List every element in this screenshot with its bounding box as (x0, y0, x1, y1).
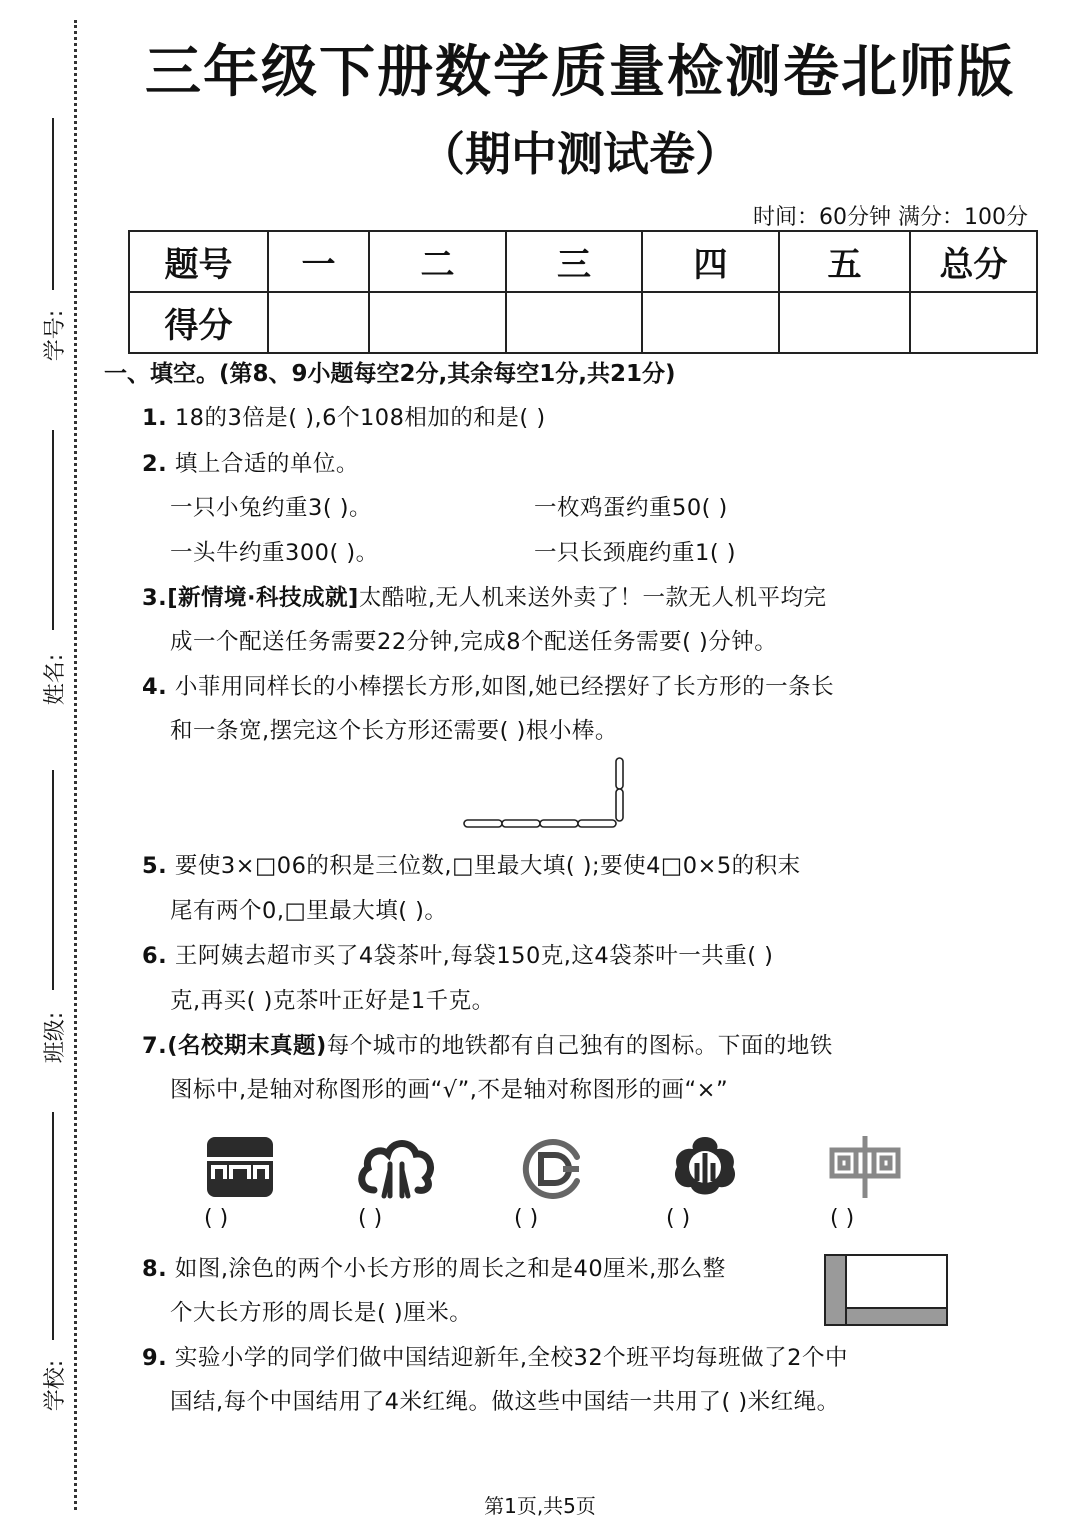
question-1-number: 1. (142, 405, 168, 431)
header-cell-4: 四 (642, 231, 779, 292)
header-cell-total: 总分 (910, 231, 1037, 292)
logo-4-answer[interactable]: ( ) (666, 1206, 691, 1231)
question-5-line-2: 尾有两个0,□里最大填( )。 (170, 898, 448, 924)
question-4 (142, 669, 834, 701)
logo-2-answer[interactable]: ( ) (358, 1206, 383, 1231)
question-8-number: 8. (142, 1256, 168, 1282)
header-cell-question-no: 题号 (129, 231, 268, 292)
question-9-text: 实验小学的同学们做中国结迎新年,全校32个班平均每班做了2个中 (174, 1345, 848, 1371)
rectangle-figure (824, 1254, 948, 1326)
question-8-line-2: 个大长方形的周长是( )厘米。 (170, 1300, 473, 1326)
question-4-text: 小菲用同样长的小棒摆长方形,如图,她已经摆好了长方形的一条长 (174, 674, 835, 700)
question-2-giraffe: 一只长颈鹿约重1( ) (534, 540, 737, 566)
question-5-number: 5. (142, 853, 168, 879)
question-2 (142, 446, 359, 478)
score-cell-3[interactable] (506, 292, 642, 353)
question-2-number: 2. (142, 451, 168, 477)
question-3-number: 3. (142, 585, 168, 611)
question-3 (142, 580, 826, 612)
score-cell-1[interactable] (268, 292, 369, 353)
question-7-number: 7. (142, 1033, 168, 1059)
page-subtitle: （期中测试卷） (419, 127, 741, 181)
question-7-tag: (名校期末真题) (167, 1033, 327, 1059)
question-5-text: 要使3×□06的积是三位数,□里最大填( );要使4□0×5的积末 (174, 853, 801, 879)
score-cell-total[interactable] (910, 292, 1037, 353)
stick-horizontal-1 (464, 820, 502, 827)
subway-logo-5-icon (828, 1132, 902, 1200)
question-6-number: 6. (142, 943, 168, 969)
section-1-title: 一、填空。(第8、9小题每空2分,其余每空1分,共21分) (104, 361, 676, 387)
question-5 (142, 848, 801, 880)
school-label: 学校: (43, 1359, 69, 1412)
name-line (52, 430, 54, 630)
question-3-text: 太酷啦,无人机来送外卖了！一款无人机平均完 (358, 585, 827, 611)
question-2-cow: 一头牛约重300( )。 (170, 540, 379, 566)
question-9-number: 9. (142, 1345, 168, 1371)
header-cell-2: 二 (369, 231, 506, 292)
class-label: 班级: (43, 1011, 69, 1064)
score-header-row (129, 231, 1037, 292)
stick-horizontal-2 (502, 820, 540, 827)
question-1 (142, 400, 546, 432)
stick-horizontal-3 (540, 820, 578, 827)
student-id-label: 学号: (43, 309, 69, 362)
question-7 (142, 1028, 833, 1060)
subway-logo-3-icon (519, 1137, 585, 1199)
time-info: 时间：60分钟 满分：100分 (753, 205, 1028, 230)
shaded-rectangle-vertical (826, 1256, 846, 1308)
stick-vertical-1 (616, 758, 623, 789)
sticks-figure (460, 754, 630, 832)
question-7-text: 每个城市的地铁都有自己独有的图标。下面的地铁 (326, 1033, 833, 1059)
stick-horizontal-4 (578, 820, 616, 827)
score-cell-4[interactable] (642, 292, 779, 353)
page-footer: 第1页,共5页 (484, 1494, 596, 1518)
subway-logo-2-icon (356, 1134, 436, 1200)
score-cell-2[interactable] (369, 292, 506, 353)
stick-vertical-2 (616, 789, 623, 821)
logo-1-answer[interactable]: ( ) (204, 1206, 229, 1231)
logo-5-answer[interactable]: ( ) (830, 1206, 855, 1231)
header-cell-5: 五 (779, 231, 910, 292)
question-1-text: 18的3倍是( ),6个108相加的和是( ) (174, 405, 546, 431)
name-label: 姓名: (43, 653, 69, 706)
question-2-egg: 一枚鸡蛋约重50( ) (534, 495, 728, 521)
question-8-text: 如图,涂色的两个小长方形的周长之和是40厘米,那么整 (174, 1256, 726, 1282)
subway-logo-4-icon (669, 1133, 741, 1201)
logo-3-answer[interactable]: ( ) (514, 1206, 539, 1231)
question-3-line-2: 成一个配送任务需要22分钟,完成8个配送任务需要( )分钟。 (170, 629, 778, 655)
question-2-rabbit: 一只小兔约重3( )。 (170, 495, 373, 521)
question-4-line-2: 和一条宽,摆完这个长方形还需要( )根小棒。 (170, 718, 618, 744)
score-table (128, 230, 1038, 354)
question-9-line-2: 国结,每个中国结用了4米红绳。做这些中国结一共用了( )米红绳。 (170, 1389, 840, 1415)
question-8 (142, 1251, 726, 1283)
question-3-tag: [新情境·科技成就] (167, 585, 359, 611)
question-2-text: 填上合适的单位。 (174, 451, 359, 477)
class-line (52, 770, 54, 990)
score-row (129, 292, 1037, 353)
question-7-line-2: 图标中,是轴对称图形的画“√”,不是轴对称图形的画“×” (170, 1077, 729, 1103)
score-row-label: 得分 (129, 292, 268, 353)
score-cell-5[interactable] (779, 292, 910, 353)
student-id-line (52, 118, 54, 290)
question-9 (142, 1340, 848, 1372)
header-cell-1: 一 (268, 231, 369, 292)
binding-dotted-line (74, 20, 77, 1510)
page-title: 三年级下册数学质量检测卷北师版 (145, 40, 1015, 105)
header-cell-3: 三 (506, 231, 642, 292)
question-6 (142, 938, 773, 970)
shaded-rectangle-horizontal (826, 1308, 946, 1324)
question-6-line-2: 克,再买( )克茶叶正好是1千克。 (170, 988, 495, 1014)
subway-logo-1-icon (205, 1135, 275, 1199)
question-6-text: 王阿姨去超市买了4袋茶叶,每袋150克,这4袋茶叶一共重( ) (174, 943, 774, 969)
school-line (52, 1112, 54, 1340)
question-4-number: 4. (142, 674, 168, 700)
